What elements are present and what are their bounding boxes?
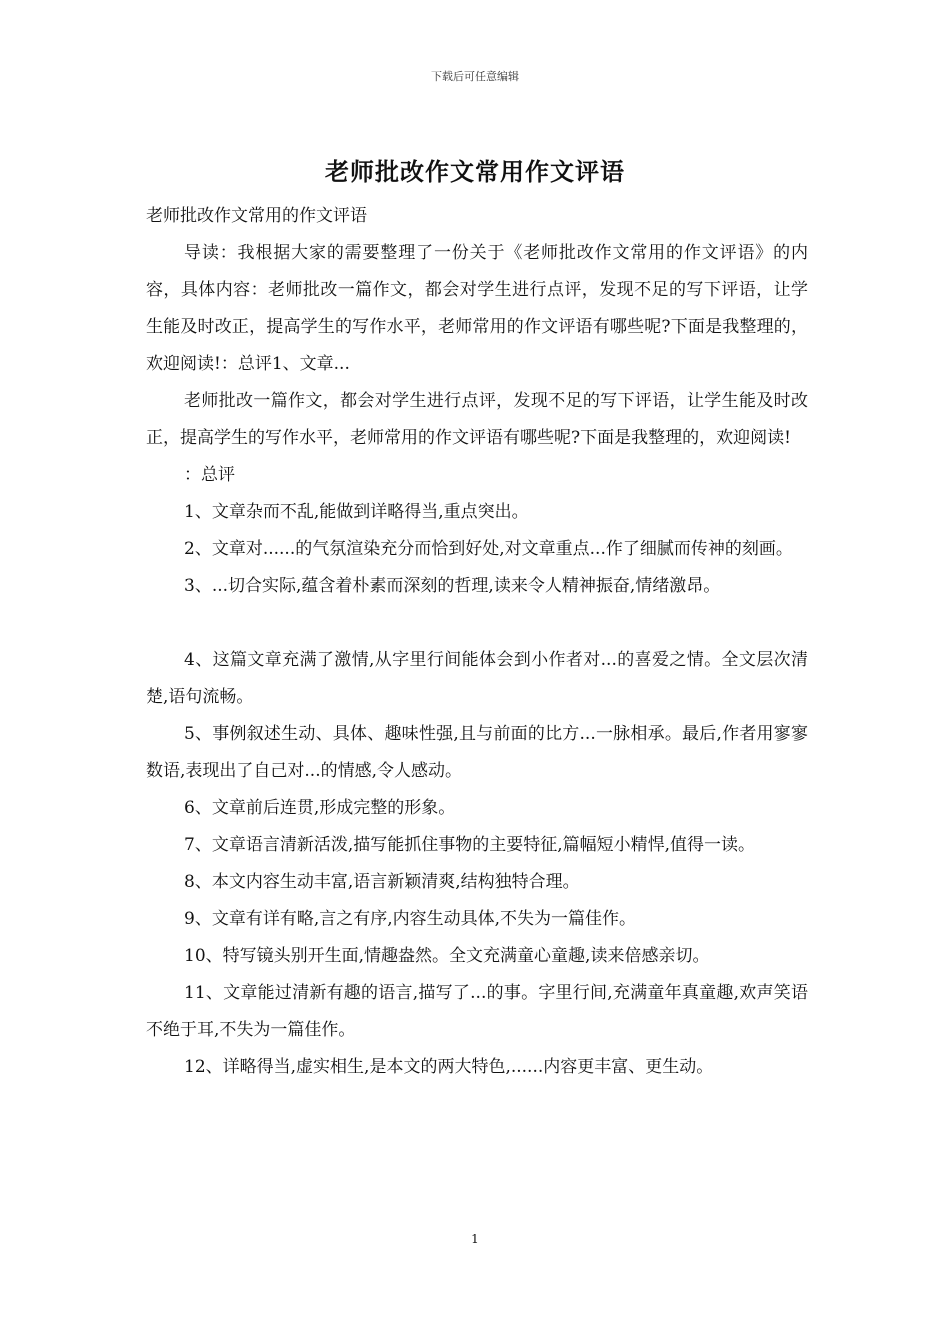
page-header-note: 下载后可任意编辑 — [431, 70, 519, 83]
paragraph-intro: 导读：我根据大家的需要整理了一份关于《老师批改作文常用的作文评语》的内容，具体内容：老师批改一篇作文，都会对学生进行点评，发现不足的写下评语，让学生能及时改正，提高学生的写作水平，老师常用的作文评语有哪些呢?下面是我整理的，欢迎阅读!：总评1、文章... — [146, 243, 808, 374]
comment-item: 11、文章能过清新有趣的语言,描写了...的事。字里行间,充满童年真童趣,欢声笑语不绝于耳,不失为一篇佳作。 — [146, 983, 808, 1040]
comment-item: 2、文章对......的气氛渲染充分而恰到好处,对文章重点...作了细腻而传神的刻画。 — [184, 539, 793, 559]
comment-item: 10、特写镜头别开生面,情趣盎然。全文充满童心童趣,读来倍感亲切。 — [184, 946, 710, 966]
comment-item: 9、文章有详有略,言之有序,内容生动具体,不失为一篇佳作。 — [184, 909, 637, 929]
page-number: 1 — [471, 1232, 479, 1246]
document-title: 老师批改作文常用作文评语 — [325, 157, 625, 186]
comment-item: 3、...切合实际,蕴含着朴素而深刻的哲理,读来令人精神振奋,情绪激昂。 — [184, 576, 721, 596]
document-subtitle: 老师批改作文常用的作文评语 — [146, 206, 367, 226]
comment-item: 12、详略得当,虚实相生,是本文的两大特色,......内容更丰富、更生动。 — [184, 1057, 714, 1077]
comment-item: 1、文章杂而不乱,能做到详略得当,重点突出。 — [184, 502, 529, 522]
comment-item: 4、这篇文章充满了激情,从字里行间能体会到小作者对...的喜爱之情。全文层次清楚,语句流畅。 — [146, 650, 808, 707]
document-body — [146, 198, 808, 1086]
section-heading-summary: ：总评 — [184, 465, 235, 485]
comment-item: 5、事例叙述生动、具体、趣味性强,且与前面的比方...一脉相承。最后,作者用寥寥数语,表现出了自己对...的情感,令人感动。 — [146, 724, 808, 781]
paragraph-lead: 老师批改一篇作文，都会对学生进行点评，发现不足的写下评语，让学生能及时改正，提高学生的写作水平，老师常用的作文评语有哪些呢?下面是我整理的，欢迎阅读! — [146, 391, 808, 448]
comment-item: 8、本文内容生动丰富,语言新颖清爽,结构独特合理。 — [184, 872, 580, 892]
comment-item: 6、文章前后连贯,形成完整的形象。 — [184, 798, 456, 818]
comment-item: 7、文章语言清新活泼,描写能抓住事物的主要特征,篇幅短小精悍,值得一读。 — [184, 835, 756, 855]
